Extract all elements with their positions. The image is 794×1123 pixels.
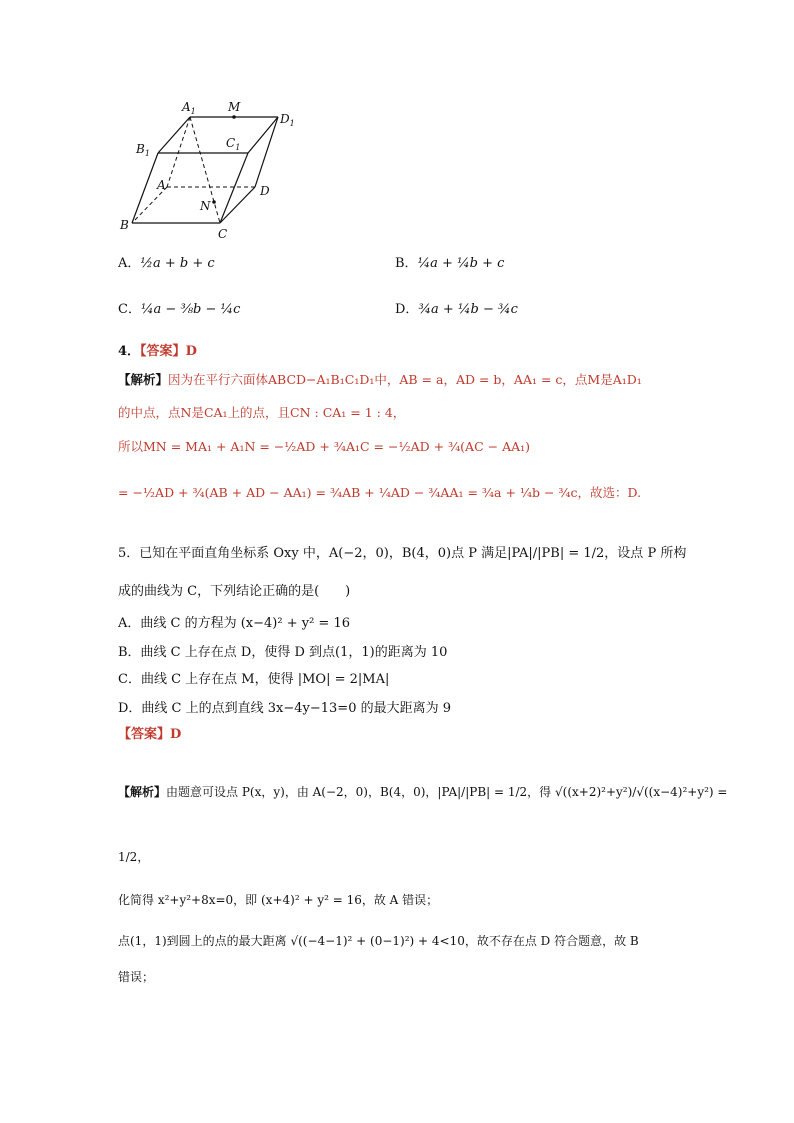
q4-analysis-line2: 的中点，点N是CA₁上的点，且CN : CA₁ = 1 : 4，	[118, 405, 406, 420]
q4-analysis-line3: 所以MN = MA₁ + A₁N = −½AD + ¾A₁C = −½AD + ¾(AC − AA₁)	[118, 439, 531, 454]
q5-analysis-line1: 【解析】由题意可设点 P(x，y)，由 A(−2，0)，B(4，0)，|PA|/|PB| = 1/2，得 √((x+2)²+y²)/√((x−4)²+y²) =	[118, 785, 728, 799]
label-a: A	[157, 178, 166, 192]
q5-option-b: B．曲线 C 上存在点 D，使得 D 到点(1，1)的距离为 10	[118, 645, 448, 660]
q5-answer: 【答案】D	[118, 727, 182, 742]
label-d: D	[260, 184, 270, 198]
q4-option-d: D．¾a + ¼b − ¾c	[395, 302, 518, 317]
q5-stem-line2: 成的曲线为 C，下列结论正确的是( )	[118, 584, 351, 599]
label-b1: $B_1$	[136, 142, 150, 158]
label-c1: $C_1$	[226, 136, 241, 152]
label-a1: $A_1$	[182, 100, 196, 116]
label-c: C	[218, 227, 228, 241]
q5-stem-line1: 5．已知在平面直角坐标系 Oxy 中，A(−2，0)，B(4，0)点 P 满足|PA|/|PB| = 1/2，设点 P 所构	[118, 546, 687, 561]
q4-analysis-line1: 【解析】因为在平行六面体ABCD−A₁B₁C₁D₁中，AB = a，AD = b，AA₁ = c，点M是A₁D₁	[118, 372, 642, 387]
label-m: M	[228, 100, 241, 114]
q5-option-c: C．曲线 C 上存在点 M，使得 |MO| = 2|MA|	[118, 672, 390, 687]
q5-analysis-line3: 点(1，1)到圆上的点的最大距离 √((−4−1)² + (0−1)²) + 4<10，故不存在点 D 符合题意，故 B	[118, 934, 639, 948]
label-b: B	[120, 218, 129, 232]
q4-option-b: B．¼a + ¼b + c	[395, 256, 505, 271]
q4-answer: 4．【答案】D	[118, 344, 197, 359]
q5-analysis-half: 1/2，	[118, 850, 150, 864]
label-n: N	[200, 199, 211, 213]
q5-analysis-line2: 化简得 x²+y²+8x=0，即 (x+4)² + y² = 16，故 A 错误；	[118, 893, 439, 907]
q5-option-a: A．曲线 C 的方程为 (x−4)² + y² = 16	[118, 616, 350, 631]
q5-analysis-line4: 错误；	[118, 970, 155, 984]
label-d1: $D_1$	[280, 112, 295, 128]
q4-option-c: C．¼a − ⅜b − ¼c	[118, 302, 241, 317]
parallelepiped-figure	[110, 95, 310, 245]
q4-option-a: A．½a + b + c	[118, 256, 215, 271]
q4-analysis-line4: = −½AD + ¾(AB + AD − AA₁) = ¾AB + ¼AD − ¾AA₁ = ¾a + ¼b − ¾c，故选：D.	[118, 485, 642, 500]
q5-option-d: D．曲线 C 上的点到直线 3x−4y−13=0 的最大距离为 9	[118, 701, 452, 716]
